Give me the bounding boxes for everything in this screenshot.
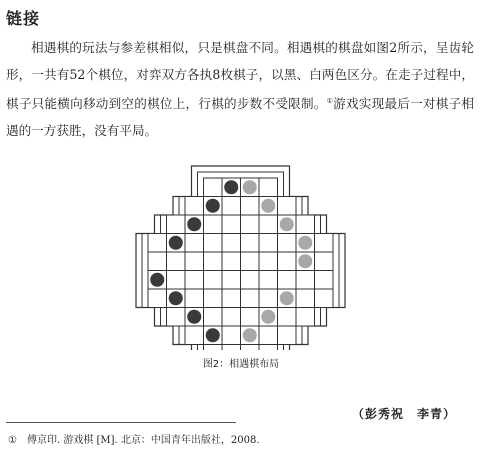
footnote xyxy=(8,431,260,446)
board-cell xyxy=(278,308,297,327)
board-cell xyxy=(296,308,315,327)
body-paragraph xyxy=(6,34,474,144)
board-cell xyxy=(222,345,241,351)
white-piece xyxy=(298,236,312,250)
board-cell xyxy=(259,345,278,351)
board-cell xyxy=(259,289,278,308)
footnote-reference: ① xyxy=(326,97,334,105)
board-cell xyxy=(167,271,186,290)
board-cell xyxy=(204,234,223,253)
black-piece xyxy=(169,291,183,305)
white-piece xyxy=(261,199,275,213)
white-piece xyxy=(243,328,257,342)
black-piece xyxy=(169,236,183,250)
figure-caption: 图2：相遇棋布局 xyxy=(202,359,280,370)
board-cell xyxy=(222,252,241,271)
board-cell xyxy=(148,234,167,253)
board-cell xyxy=(315,252,334,271)
black-piece xyxy=(187,310,201,324)
board-cell xyxy=(185,326,204,345)
white-piece xyxy=(298,254,312,268)
board-cell xyxy=(296,289,315,308)
white-piece xyxy=(243,180,257,194)
board-cell xyxy=(315,271,334,290)
board-cell xyxy=(259,252,278,271)
board-cell xyxy=(148,289,167,308)
board-cell xyxy=(315,289,334,308)
board-cell xyxy=(259,178,278,197)
white-piece xyxy=(280,291,294,305)
board-cell xyxy=(204,215,223,234)
board-cell xyxy=(167,308,186,327)
board-cell xyxy=(185,234,204,253)
section-heading: 链接 xyxy=(6,9,41,28)
board-cell xyxy=(296,271,315,290)
board-cell xyxy=(241,215,260,234)
board-cell xyxy=(296,215,315,234)
paragraph-text-end: 游戏实现最后一对棋子相遇的一方获胜，没有平局。 xyxy=(6,96,475,139)
board-cell xyxy=(259,215,278,234)
board-cell xyxy=(259,234,278,253)
board-cell xyxy=(278,197,297,216)
board-cell xyxy=(259,271,278,290)
board-cell xyxy=(167,215,186,234)
black-piece xyxy=(224,180,238,194)
board-cell xyxy=(241,345,260,351)
board-cell xyxy=(167,252,186,271)
board-cell xyxy=(204,178,223,197)
board-cell xyxy=(241,197,260,216)
board-cell xyxy=(222,326,241,345)
board-cell xyxy=(204,308,223,327)
board-cell xyxy=(278,252,297,271)
black-piece xyxy=(206,328,220,342)
board-cell xyxy=(278,326,297,345)
board-cell xyxy=(241,271,260,290)
white-piece xyxy=(280,217,294,231)
board-cell xyxy=(204,252,223,271)
board-cell xyxy=(204,271,223,290)
game-board-figure xyxy=(112,160,370,350)
board-cell xyxy=(222,215,241,234)
board-cell xyxy=(148,252,167,271)
footnote-text: 傅京印. 游戏棋 [M]. 北京：中国青年出版社，2008. xyxy=(26,435,260,446)
board-cell xyxy=(241,252,260,271)
board-cell xyxy=(222,308,241,327)
board-cell xyxy=(222,234,241,253)
author-credit: （彭秀祝 李青） xyxy=(351,407,456,421)
black-piece xyxy=(206,199,220,213)
board-cell xyxy=(241,289,260,308)
board-cell xyxy=(222,271,241,290)
board-cell xyxy=(315,234,334,253)
white-piece xyxy=(261,310,275,324)
board-cell xyxy=(259,326,278,345)
board-cell xyxy=(222,197,241,216)
board-cell xyxy=(185,289,204,308)
black-piece xyxy=(150,273,164,287)
board-cell xyxy=(241,308,260,327)
board-cell xyxy=(185,252,204,271)
black-piece xyxy=(187,217,201,231)
board-cell xyxy=(222,289,241,308)
paragraph-text: 相遇棋的玩法与参差棋相似，只是棋盘不同。相遇棋的棋盘如图2所示，呈齿轮形，一共有52个棋位，对弈双方各执8枚棋子，以黑、白两色区分。在走子过程中，棋子只能横向移动到空的棋位上，行棋的步数不受限制。 xyxy=(6,40,474,112)
footnote-mark: ① xyxy=(8,435,17,446)
board-cell xyxy=(241,234,260,253)
board-cell xyxy=(185,197,204,216)
footnote-divider xyxy=(6,422,236,423)
board-cell xyxy=(185,271,204,290)
board-cell xyxy=(278,234,297,253)
board-cell xyxy=(204,289,223,308)
board-cell xyxy=(204,345,223,351)
board-cell xyxy=(278,271,297,290)
